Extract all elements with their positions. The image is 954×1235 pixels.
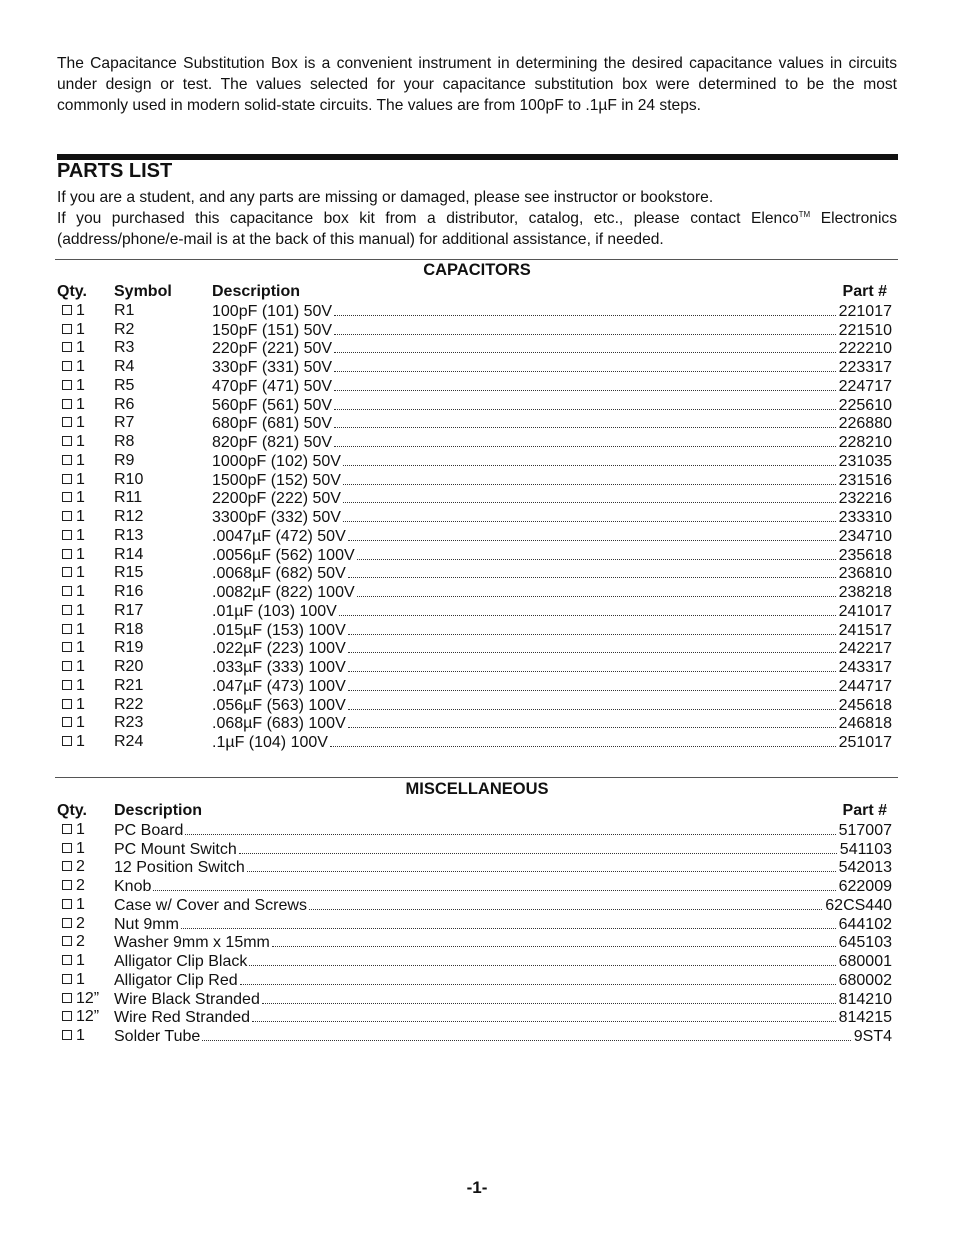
description-cell: .047µF (473) 100V [212, 677, 346, 695]
description-cell: .01µF (103) 100V [212, 602, 337, 620]
description-cell: 680pF (681) 50V [212, 415, 333, 433]
section-divider [57, 154, 898, 160]
description-cell: 1500pF (152) 50V [212, 471, 341, 489]
description-cell: 330pF (331) 50V [212, 359, 333, 376]
part-number-cell: 223317 [838, 359, 892, 376]
dot-leader [334, 414, 836, 428]
description-cell: Case w/ Cover and Screws [114, 896, 307, 914]
description-cell: 100pF (101) 50V [212, 302, 333, 320]
capacitors-table [57, 283, 892, 752]
part-number-cell: 226880 [838, 415, 892, 433]
table-row [57, 602, 892, 621]
dot-leader [348, 714, 836, 728]
part-number-cell: 241017 [838, 602, 892, 620]
checkbox[interactable] [62, 955, 72, 965]
checkbox[interactable] [62, 324, 72, 334]
table-row [57, 1008, 892, 1027]
description-cell: Wire Black Stranded [114, 990, 260, 1008]
symbol-cell: R14 [114, 545, 144, 563]
symbol-cell: R7 [114, 414, 135, 432]
qty-header: Qty. [57, 802, 87, 819]
description-cell: .056µF (563) 100V [212, 696, 346, 714]
part-number-cell: 238218 [838, 584, 892, 601]
part-number-cell: 644102 [838, 915, 892, 933]
parts-list-heading: PARTS LIST [57, 160, 173, 182]
table-row [57, 564, 892, 583]
description-header: Description [212, 283, 301, 300]
qty-cell: 1 [62, 471, 85, 490]
table-row [57, 527, 892, 546]
qty-cell: 1 [62, 971, 85, 990]
checkbox[interactable] [62, 549, 72, 559]
symbol-header: Symbol [114, 283, 172, 300]
checkbox[interactable] [62, 1030, 72, 1040]
table-row [57, 696, 892, 715]
checkbox[interactable] [62, 417, 72, 427]
checkbox[interactable] [62, 642, 72, 652]
checkbox[interactable] [62, 605, 72, 615]
symbol-cell: R18 [114, 620, 144, 638]
dot-leader [343, 452, 836, 466]
qty-cell: 1 [62, 396, 85, 415]
dot-leader [348, 696, 836, 710]
part-number-cell: 231035 [838, 452, 892, 470]
dot-leader [181, 915, 836, 929]
part-header: Part # [842, 283, 887, 300]
qty-cell: 2 [62, 933, 85, 952]
dot-leader [240, 971, 836, 985]
dot-leader [343, 471, 836, 485]
table-row [57, 714, 892, 733]
dot-leader [334, 433, 836, 447]
part-number-cell: 236810 [838, 565, 892, 583]
checkbox[interactable] [62, 993, 72, 1003]
symbol-cell: R21 [114, 676, 144, 694]
checkbox[interactable] [62, 474, 72, 484]
description-cell: 1000pF (102) 50V [212, 452, 341, 470]
checkbox[interactable] [62, 586, 72, 596]
part-number-cell: 232216 [838, 490, 892, 508]
qty-cell: 1 [62, 733, 85, 752]
part-number-cell: 542013 [838, 859, 892, 877]
table-row [57, 508, 892, 527]
dot-leader [334, 396, 836, 410]
dot-leader [334, 321, 836, 335]
misc-header-row [57, 802, 892, 821]
symbol-cell: R22 [114, 695, 144, 713]
dot-leader [330, 733, 836, 747]
description-cell: 12 Position Switch [114, 859, 245, 877]
symbol-cell: R16 [114, 583, 144, 600]
dot-leader [249, 952, 835, 966]
description-cell: .033µF (333) 100V [212, 659, 346, 676]
table-row [57, 877, 892, 896]
checkbox[interactable] [62, 936, 72, 946]
part-number-cell: 235618 [838, 546, 892, 564]
table-row [57, 658, 892, 677]
table-row [57, 433, 892, 452]
dot-leader [185, 821, 835, 835]
part-number-cell: 814215 [838, 1009, 892, 1027]
dot-leader [343, 489, 836, 503]
part-number-cell: 814210 [838, 990, 892, 1008]
checkbox[interactable] [62, 918, 72, 928]
qty-cell: 1 [62, 952, 85, 971]
description-cell: .068µF (683) 100V [212, 715, 346, 733]
misc-table [57, 802, 892, 1046]
table-row [57, 677, 892, 696]
table-row [57, 933, 892, 952]
symbol-cell: R6 [114, 395, 135, 413]
part-number-cell: 234710 [838, 527, 892, 545]
qty-cell: 12” [62, 990, 99, 1009]
description-cell: Alligator Clip Red [114, 971, 238, 989]
qty-cell: 1 [62, 821, 85, 840]
trademark-mark: TM [798, 209, 811, 219]
qty-cell: 12” [62, 1008, 99, 1027]
dot-leader [334, 358, 836, 372]
checkbox[interactable] [62, 880, 72, 890]
qty-cell: 1 [62, 377, 85, 396]
table-row [57, 621, 892, 640]
table-row [57, 952, 892, 971]
part-number-cell: 245618 [838, 696, 892, 714]
qty-cell: 2 [62, 915, 85, 934]
misc-divider [55, 777, 898, 778]
description-cell: 150pF (151) 50V [212, 321, 333, 339]
checkbox[interactable] [62, 843, 72, 853]
checkbox[interactable] [62, 661, 72, 671]
qty-cell: 1 [62, 527, 85, 546]
checkbox[interactable] [62, 455, 72, 465]
dot-leader [334, 339, 836, 353]
qty-header: Qty. [57, 283, 87, 300]
dot-leader [153, 877, 835, 891]
qty-cell: 1 [62, 714, 85, 733]
qty-cell: 1 [62, 414, 85, 433]
checkbox[interactable] [62, 305, 72, 315]
qty-cell: 2 [62, 877, 85, 896]
checkbox[interactable] [62, 824, 72, 834]
page-number: -1- [466, 1178, 488, 1197]
table-row [57, 990, 892, 1009]
description-header: Description [114, 802, 203, 819]
part-number-cell: 251017 [838, 734, 892, 751]
description-cell: Solder Tube [114, 1028, 201, 1045]
dot-leader [348, 527, 836, 541]
part-number-cell: 225610 [838, 396, 892, 414]
table-row [57, 733, 892, 752]
symbol-cell: R15 [114, 564, 144, 582]
table-row [57, 414, 892, 433]
qty-cell: 1 [62, 489, 85, 508]
symbol-cell: R23 [114, 714, 144, 732]
description-cell: .015µF (153) 100V [212, 621, 346, 639]
table-row [57, 821, 892, 840]
description-cell: .1µF (104) 100V [212, 734, 328, 751]
qty-cell: 1 [62, 358, 85, 377]
description-cell: 3300pF (332) 50V [212, 509, 341, 526]
checkbox[interactable] [62, 399, 72, 409]
dot-leader [339, 602, 836, 616]
dot-leader [348, 621, 836, 635]
symbol-cell: R19 [114, 639, 144, 657]
part-number-cell: 517007 [838, 821, 892, 839]
qty-cell: 1 [62, 602, 85, 621]
part-number-cell: 224717 [838, 377, 892, 395]
table-row [57, 1027, 892, 1046]
checkbox[interactable] [62, 717, 72, 727]
table-row [57, 471, 892, 490]
dot-leader [262, 990, 836, 1004]
table-row [57, 489, 892, 508]
qty-cell: 1 [62, 339, 85, 358]
description-cell: Nut 9mm [114, 915, 179, 933]
checkbox[interactable] [62, 530, 72, 540]
table-row [57, 339, 892, 358]
checkbox[interactable] [62, 361, 72, 371]
table-row [57, 840, 892, 859]
description-cell: .0068µF (682) 50V [212, 565, 346, 583]
qty-cell: 1 [62, 896, 85, 915]
table-row [57, 396, 892, 415]
qty-cell: 1 [62, 321, 85, 340]
description-cell: PC Mount Switch [114, 840, 237, 858]
description-cell: 820pF (821) 50V [212, 434, 333, 451]
dot-leader [348, 658, 836, 672]
description-cell: Knob [114, 878, 152, 895]
dot-leader [357, 583, 836, 597]
qty-cell: 1 [62, 546, 85, 565]
part-number-cell: 645103 [838, 934, 892, 952]
description-cell: 560pF (561) 50V [212, 396, 333, 414]
capacitors-title: CAPACITORS [423, 261, 531, 279]
dot-leader [343, 508, 836, 522]
symbol-cell: R13 [114, 526, 144, 544]
part-number-cell: 541103 [839, 840, 892, 858]
qty-cell: 1 [62, 452, 85, 471]
symbol-cell: R10 [114, 470, 144, 488]
qty-cell: 1 [62, 677, 85, 696]
description-cell: 220pF (221) 50V [212, 340, 333, 358]
dot-leader [202, 1027, 850, 1041]
symbol-cell: R20 [114, 658, 144, 675]
qty-cell: 1 [62, 564, 85, 583]
checkbox[interactable] [62, 861, 72, 871]
description-cell: 2200pF (222) 50V [212, 490, 341, 508]
qty-cell: 1 [62, 583, 85, 602]
description-cell: Alligator Clip Black [114, 953, 248, 970]
checkbox[interactable] [62, 680, 72, 690]
part-number-cell: 244717 [838, 677, 892, 695]
symbol-cell: R3 [114, 339, 135, 357]
dot-leader [239, 840, 837, 854]
dot-leader [272, 933, 836, 947]
part-number-cell: 246818 [838, 715, 892, 733]
dot-leader [348, 564, 836, 578]
description-cell: .0082µF (822) 100V [212, 584, 355, 601]
table-row [57, 321, 892, 340]
part-number-cell: 221017 [838, 302, 892, 320]
part-number-cell: 680001 [838, 953, 892, 970]
misc-title: MISCELLANEOUS [405, 780, 549, 798]
symbol-cell: R5 [114, 376, 135, 394]
checkbox[interactable] [62, 899, 72, 909]
parts-list-note [57, 187, 897, 250]
qty-cell: 1 [62, 639, 85, 658]
dot-leader [252, 1008, 836, 1022]
checkbox[interactable] [62, 736, 72, 746]
description-cell: 470pF (471) 50V [212, 377, 333, 395]
table-row [57, 358, 892, 377]
symbol-cell: R9 [114, 451, 135, 469]
description-cell: PC Board [114, 821, 184, 839]
checkbox[interactable] [62, 342, 72, 352]
dot-leader [309, 896, 822, 910]
part-number-cell: 243317 [838, 659, 892, 676]
checkbox[interactable] [62, 436, 72, 446]
part-number-cell: 222210 [838, 340, 892, 358]
part-number-cell: 233310 [838, 509, 892, 526]
part-number-cell: 62CS440 [825, 896, 892, 914]
part-number-cell: 680002 [838, 971, 892, 989]
description-cell: Washer 9mm x 15mm [114, 934, 270, 952]
table-row [57, 639, 892, 658]
table-row [57, 583, 892, 602]
table-row [57, 546, 892, 565]
dot-leader [334, 377, 836, 391]
symbol-cell: R2 [114, 320, 135, 338]
part-number-cell: 242217 [838, 640, 892, 658]
intro-paragraph: The Capacitance Substitution Box is a convenient instrument in determining the desired capacitance values in circuits under design or test. The values selected for your capacitance substitution box were determined to be the most commonly used in modern solid-state circuits. The values are from 100pF to .1µF in 24 steps. [57, 55, 897, 114]
symbol-cell: R4 [114, 358, 135, 375]
checkbox[interactable] [62, 567, 72, 577]
dot-leader [357, 546, 836, 560]
description-cell: Wire Red Stranded [114, 1009, 251, 1027]
checkbox[interactable] [62, 511, 72, 521]
table-row [57, 377, 892, 396]
description-cell: .0047µF (472) 50V [212, 527, 346, 545]
checkbox[interactable] [62, 974, 72, 984]
symbol-cell: R12 [114, 508, 144, 525]
symbol-cell: R24 [114, 733, 144, 750]
part-number-cell: 231516 [838, 471, 892, 489]
checkbox[interactable] [62, 1011, 72, 1021]
part-number-cell: 228210 [838, 434, 892, 451]
table-row [57, 302, 892, 321]
qty-cell: 1 [62, 433, 85, 452]
table-row [57, 915, 892, 934]
symbol-cell: R8 [114, 433, 135, 450]
part-number-cell: 9ST4 [853, 1028, 892, 1045]
distributor-note: If you purchased this capacitance box kit from a distributor, catalog, etc., please contact Elenco™ Electronics (address/phone/e-mail is at the back of this manual) for additional assistance, if needed. [57, 209, 897, 248]
qty-cell: 1 [62, 840, 85, 859]
dot-leader [247, 858, 836, 872]
student-note: If you are a student, and any parts are missing or damaged, please see instructor or bookstore. [57, 189, 714, 206]
part-number-cell: 241517 [838, 621, 892, 639]
part-number-cell: 622009 [838, 878, 892, 895]
symbol-cell: R11 [114, 489, 143, 507]
description-cell: .022µF (223) 100V [212, 640, 346, 658]
dot-leader [348, 677, 836, 691]
capacitors-header-row [57, 283, 892, 302]
dot-leader [348, 639, 836, 653]
checkbox[interactable] [62, 492, 72, 502]
capacitors-divider [55, 259, 898, 260]
qty-cell: 1 [62, 621, 85, 640]
dot-leader [334, 302, 836, 316]
qty-cell: 1 [62, 508, 85, 527]
table-row [57, 971, 892, 990]
part-number-cell: 221510 [838, 321, 892, 339]
symbol-cell: R17 [114, 601, 144, 619]
qty-cell: 2 [62, 858, 85, 877]
qty-cell: 1 [62, 696, 85, 715]
qty-cell: 1 [62, 658, 85, 677]
qty-cell: 1 [62, 302, 85, 321]
table-row [57, 896, 892, 915]
description-cell: .0056µF (562) 100V [212, 546, 355, 564]
symbol-cell: R1 [114, 301, 135, 319]
checkbox[interactable] [62, 624, 72, 634]
qty-cell: 1 [62, 1027, 85, 1046]
part-header: Part # [842, 802, 887, 819]
checkbox[interactable] [62, 380, 72, 390]
table-row [57, 858, 892, 877]
checkbox[interactable] [62, 699, 72, 709]
table-row [57, 452, 892, 471]
